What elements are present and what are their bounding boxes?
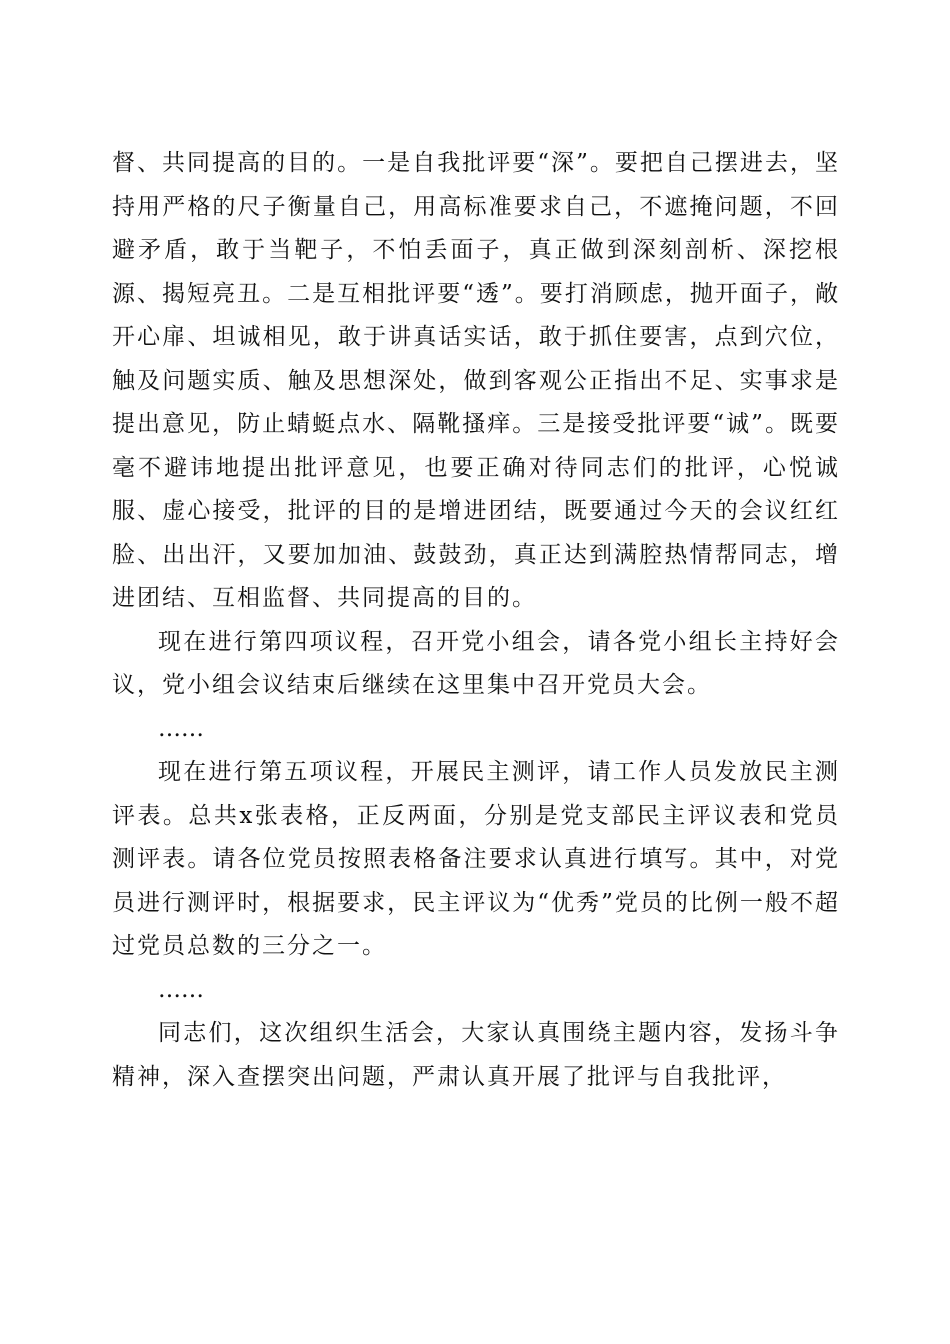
paragraph-closing-remarks: 同志们，这次组织生活会，大家认真围绕主题内容，发扬斗争精神，深入查摆突出问题，严肃认真开展了批评与自我批评， [112, 1020, 840, 1090]
paragraph-criticism-guidelines: 督、共同提高的目的。一是自我批评要“深”。要把自己摆进去，坚持用严格的尺子衡量自己，用高标准要求自己，不遮掩问题，不回避矛盾，敢于当靶子，不怕丢面子，真正做到深刻剖析、深挖根源、揭短亮丑。二是互相批评要“透”。要打消顾虑，抛开面子，敞开心扉、坦诚相见，敢于讲真话实话，敢于抓住要害，点到穴位，触及问题实质、触及思想深处，做到客观公正指出不足、实事求是提出意见，防止蜻蜓点水、隔靴搔痒。三是接受批评要“诚”。既要毫不避讳地提出批评意见，也要正确对待同志们的批评，心悦诚服、虚心接受，批评的目的是增进团结，既要通过今天的会议红红脸、出出汗，又要加加油、鼓鼓劲，真正达到满腔热情帮同志，增进团结、互相监督、共同提高的目的。 [112, 150, 840, 611]
paragraph-agenda-item-five: 现在进行第五项议程，开展民主测评，请工作人员发放民主测评表。总共x张表格，正反两面，分别是党支部民主评议表和党员测评表。请各位党员按照表格备注要求认真进行填写。其中，对党员进行测评时，根据要求，民主评议为“优秀”党员的比例一般不超过党员总数的三分之一。 [112, 759, 840, 959]
ellipsis-separator: …… [158, 715, 204, 742]
document-page [112, 142, 840, 1099]
ellipsis-separator: …… [158, 976, 204, 1003]
paragraph-agenda-item-four: 现在进行第四项议程，召开党小组会，请各党小组长主持好会议，党小组会议结束后继续在这里集中召开党员大会。 [112, 628, 840, 698]
